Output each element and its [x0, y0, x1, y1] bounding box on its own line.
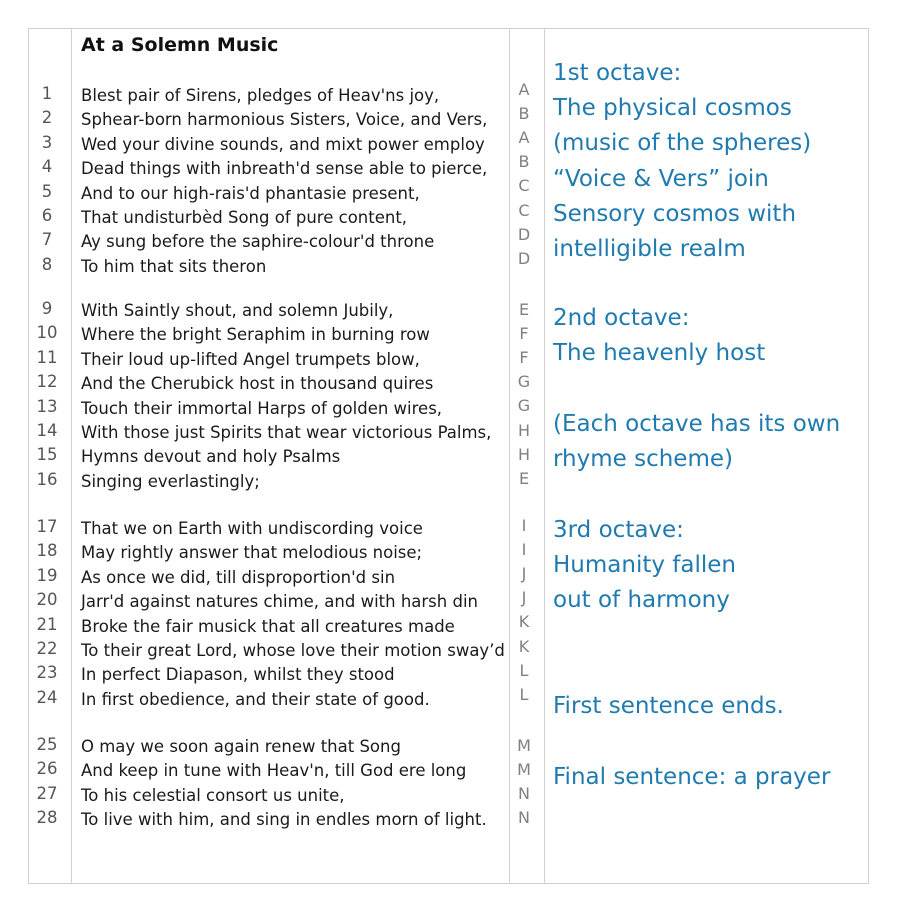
rhyme-letter: K [518, 612, 530, 632]
rhyme-letter: A [518, 128, 530, 148]
line-number: 2 [41, 108, 53, 128]
poem-line: To live with him, and sing in endles morn of light. [81, 810, 487, 830]
rhyme-letter: L [519, 684, 529, 704]
rhyme-letter: F [519, 324, 529, 344]
rhyme-letter: C [518, 176, 530, 196]
note-octave2-line: 2nd octave: [553, 305, 690, 331]
rhyme-letter: H [517, 420, 531, 440]
note-prayer: Final sentence: a prayer [553, 764, 831, 790]
poem-title: At a Solemn Music [81, 34, 279, 56]
rhyme-letter: I [521, 516, 527, 535]
line-number: 13 [36, 396, 58, 416]
line-number: 10 [36, 323, 58, 343]
line-number: 27 [36, 783, 58, 803]
rhyme-letter: I [521, 540, 527, 560]
rhyme-letter: L [519, 660, 529, 680]
rhyme-letter: F [519, 348, 529, 368]
line-number: 28 [36, 808, 58, 828]
rhyme-letter: J [521, 588, 527, 608]
poem-line: Sphear-born harmonious Sisters, Voice, and Vers, [81, 110, 488, 130]
rhyme-letter: E [518, 300, 530, 319]
rhyme-letter: H [517, 444, 531, 464]
line-number: 21 [36, 614, 58, 634]
poem-line: That we on Earth with undiscording voice [81, 519, 423, 538]
note-octave1-line: intelligible realm [553, 236, 746, 262]
line-number: 22 [36, 639, 58, 658]
line-number: 25 [36, 735, 58, 754]
poem-line: And to our high-rais'd phantasie present, [81, 183, 420, 203]
line-number: 3 [41, 132, 53, 152]
poem-line: Touch their immortal Harps of golden wires, [81, 398, 443, 418]
note-rhyme-scheme-line: (Each octave has its own [553, 411, 841, 437]
poem-line: O may we soon again renew that Song [81, 737, 401, 756]
rhyme-letter: B [518, 152, 530, 172]
rhyme-letter: A [518, 80, 530, 99]
line-number: 18 [36, 541, 58, 561]
rhyme-letter: J [521, 564, 527, 584]
rhyme-letter: C [518, 200, 530, 220]
poem-line: Singing everlastingly; [81, 471, 260, 491]
rhyme-letter: M [517, 760, 531, 780]
note-octave1-line: 1st octave: [553, 60, 682, 86]
line-number: 20 [36, 590, 58, 610]
line-number: 23 [36, 663, 58, 683]
note-sentence-end: First sentence ends. [553, 693, 784, 719]
line-number: 6 [41, 206, 53, 225]
line-number: 7 [41, 230, 53, 250]
poem-line: Where the bright Seraphim in burning row [81, 325, 430, 345]
rhyme-letter: G [517, 396, 531, 416]
poem-line: As once we did, till disproportion'd sin [81, 567, 396, 587]
poem-line: May rightly answer that melodious noise; [81, 543, 423, 563]
line-number: 14 [36, 421, 58, 440]
rhyme-letter: N [518, 808, 530, 828]
note-octave1-line: “Voice & Vers” join [553, 165, 769, 192]
note-octave3-line: out of harmony [553, 587, 730, 614]
line-number: 4 [41, 157, 53, 177]
rhyme-letter: M [517, 736, 531, 755]
poem-line: To him that sits theron [81, 256, 267, 276]
poem-table [28, 28, 869, 884]
poem-line: Their loud up-lifted Angel trumpets blow, [81, 349, 420, 369]
rhyme-letter: D [517, 248, 531, 268]
line-number: 24 [36, 687, 58, 707]
rhyme-letter: G [517, 372, 531, 392]
line-number: 19 [36, 565, 58, 585]
poem-line: In perfect Diapason, whilst they stood [81, 665, 395, 685]
poem-line: Jarr'd against natures chime, and with harsh din [81, 592, 478, 612]
poem-line: Broke the fair musick that all creatures made [81, 616, 455, 636]
column-divider [71, 29, 72, 883]
rhyme-letter: N [518, 784, 530, 804]
rhyme-letter: D [517, 224, 531, 244]
note-octave1-line: (music of the spheres) [553, 130, 812, 157]
line-number: 15 [36, 445, 58, 465]
line-number: 26 [36, 759, 58, 779]
line-number: 16 [36, 469, 58, 489]
rhyme-letter: K [518, 636, 530, 656]
line-number: 5 [41, 181, 53, 201]
poem-line: Hymns devout and holy Psalms [81, 447, 341, 467]
rhyme-letter: B [518, 104, 530, 124]
note-octave3-line: 3rd octave: [553, 517, 684, 543]
note-octave2-line: The heavenly host [553, 340, 766, 367]
note-octave1-line: The physical cosmos [553, 95, 792, 122]
rhyme-letter: E [518, 468, 530, 488]
poem-line: And keep in tune with Heav'n, till God ere long [81, 761, 467, 781]
poem-line: To his celestial consort us unite, [81, 785, 345, 805]
column-divider [544, 29, 545, 883]
poem-line: In first obedience, and their state of good. [81, 689, 430, 709]
line-number: 12 [36, 372, 58, 392]
note-octave1-line: Sensory cosmos with [553, 200, 797, 227]
poem-line: Blest pair of Sirens, pledges of Heav'ns joy, [81, 86, 440, 105]
line-number: 1 [41, 84, 53, 103]
poem-line: To their great Lord, whose love their motion sway’d [81, 641, 505, 660]
poem-line: Dead things with inbreath'd sense able to pierce, [81, 159, 488, 179]
line-number: 9 [41, 299, 53, 318]
note-octave3-line: Humanity fallen [553, 552, 736, 579]
line-number: 17 [36, 517, 58, 536]
poem-line: Wed your divine sounds, and mixt power employ [81, 134, 485, 154]
poem-line: And the Cherubick host in thousand quires [81, 374, 434, 394]
poem-line: With Saintly shout, and solemn Jubily, [81, 301, 394, 320]
line-number: 11 [36, 347, 58, 367]
note-rhyme-scheme-line: rhyme scheme) [553, 446, 733, 473]
line-number: 8 [41, 254, 53, 274]
poem-line: That undisturbèd Song of pure content, [81, 208, 408, 227]
poem-line: With those just Spirits that wear victorious Palms, [81, 423, 492, 442]
poem-line: Ay sung before the saphire-colour'd throne [81, 232, 435, 252]
